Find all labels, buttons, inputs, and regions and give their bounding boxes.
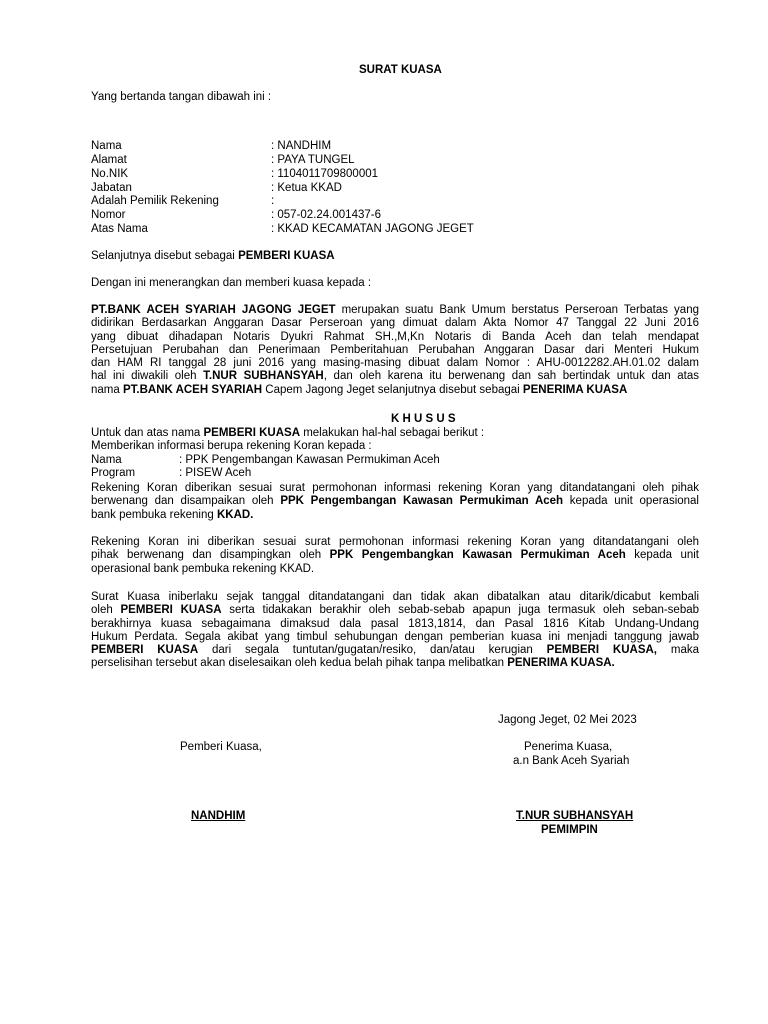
field-row-pemilik-rekening: [91, 195, 691, 209]
grantee-organization: a.n Bank Aceh Syariah: [513, 755, 630, 767]
validity-line-5-b: maka: [657, 644, 699, 657]
pemberi-kuasa-bold: PEMBERI KUASA: [120, 604, 222, 617]
representative-bold: T.NUR SUBHANSYAH: [203, 370, 324, 383]
grantee-role: Penerima Kuasa,: [524, 741, 613, 753]
koran2-line-2: [91, 549, 699, 562]
field-row-jabatan: [91, 182, 691, 196]
koran2-line-2-a: pihak berwenang dan disampingkan oleh: [91, 549, 330, 562]
validity-paragraph: [91, 591, 699, 671]
bank-line-4: Persetujuan Perubahan dan Penerimaan Pemberitahuan Perubahan Anggaran Dasar dari Menteri Hukum: [91, 343, 699, 356]
koran1-line-2-b: kepada unit operasional: [563, 495, 699, 508]
field-label: Atas Nama: [91, 223, 148, 235]
bank-short-bold: PT.BANK ACEH SYARIAH: [122, 383, 263, 396]
bank-line-7: [91, 384, 699, 397]
pemberi-kuasa-bold: PEMBERI KUASA: [91, 644, 199, 657]
grantor-role: Pemberi Kuasa,: [180, 741, 262, 753]
field-value: : PAYA TUNGEL: [271, 154, 355, 166]
field-row-nama: [91, 140, 691, 154]
bank-line-2: didirikan Berdasarkan Anggaran Dasar Perseroan yang dimuat dalam Akta Nomor 47 Tanggal 22 Juni 2016: [91, 317, 699, 330]
field-label: Alamat: [91, 154, 127, 166]
grantor-signatory-name: NANDHIM: [191, 810, 246, 822]
khusus-program-label: Program: [91, 466, 136, 479]
bank-line-7-a: nama: [91, 383, 123, 396]
validity-line-2: [91, 604, 699, 617]
validity-line-5-a: dari segala tuntutan/gugatan/resiko, dan/atau kerugian: [198, 644, 547, 657]
khusus-line-1-b: melakukan hal-hal sebagai berikut :: [300, 427, 485, 439]
bank-line-6: [91, 370, 699, 383]
field-value: :: [271, 195, 275, 207]
field-label: Adalah Pemilik Rekening: [91, 195, 219, 207]
grantee-designation-bold: PENERIMA KUASA: [522, 383, 628, 396]
khusus-line-2: Memberikan informasi berupa rekening Koran kepada :: [91, 440, 372, 453]
pemberi-kuasa-bold-2: PEMBERI KUASA,: [546, 644, 657, 657]
grantor-designation-bold: PEMBERI KUASA: [238, 250, 335, 262]
validity-line-6: [91, 657, 699, 670]
koran1-line-2-a: berwenang dan disampaikan oleh: [91, 495, 281, 508]
field-row-alamat: [91, 154, 691, 168]
bank-paragraph: [91, 304, 699, 397]
field-row-nik: [91, 168, 691, 182]
bank-line-1: [91, 304, 699, 317]
bank-name-bold: PT.BANK ACEH SYARIAH JAGONG JEGET: [91, 304, 336, 316]
ppk-bold: PPK Pengembangan Kawasan Permukiman Aceh: [280, 495, 564, 508]
bank-line-6-b: , dan oleh karena itu berwenang dan sah bertindak untuk dan atas: [323, 370, 699, 383]
bank-line-3: yang dibuat dihadapan Notaris Dyukri Rahmat SH.,M,Kn Notaris di Banda Aceh dan telah mendapat: [91, 330, 699, 343]
field-label: Jabatan: [91, 182, 132, 194]
validity-line-2-b: serta tidakakan berakhir oleh sebab-sebab apapun juga termasuk oleh seban-sebab: [221, 604, 700, 617]
ppk-bold: PPK Pengembangkan Kawasan Permukiman Aceh: [329, 549, 626, 562]
koran2-line-1: Rekening Koran ini diberikan sesuai surat permohonan informasi rekening Koran yang ditandatangani oleh: [91, 536, 699, 548]
bank-line-6-a: hal ini diwakili oleh: [91, 370, 204, 383]
khusus-nama-row: [91, 454, 699, 467]
koran2-line-3: operasional bank pembuka rekening KKAD.: [91, 562, 315, 575]
validity-line-6-a: perselisihan tersebut akan diselesaikan oleh kedua belah pihak tanpa melibatkan: [91, 657, 508, 670]
field-label: Nama: [91, 140, 122, 152]
koran2-line-2-b: kepada unit: [625, 549, 699, 562]
bank-line-1-text: merupakan suatu Bank Umum berstatus Perseroan Terbatas yang: [335, 304, 699, 316]
pemberi-kuasa-bold: PEMBERI KUASA: [203, 427, 300, 439]
khusus-heading: K H U S U S: [391, 413, 456, 425]
field-value: : NANDHIM: [271, 140, 332, 152]
khusus-line-1: [91, 427, 699, 440]
field-value: : 057-02.24.001437-6: [271, 209, 381, 221]
intro-line: Yang bertanda tangan dibawah ini :: [91, 91, 272, 103]
grantor-designation-text: Selanjutnya disebut sebagai: [91, 250, 239, 262]
field-value: : KKAD KECAMATAN JAGONG JEGET: [271, 223, 474, 235]
validity-line-4: Hukum Perdata. Segala akibat yang timbul sehubungan dengan pemberian kuasa ini menjadi tanggung jawab: [91, 630, 699, 643]
validity-line-3: berakhirnya kuasa sebagaimana dimaksud dala pasal 1813,1814, dan Pasal 1816 Kitab Undang-Undang: [91, 617, 699, 630]
grantee-signatory-title: PEMIMPIN: [541, 824, 598, 836]
document-title: SURAT KUASA: [359, 64, 442, 76]
validity-line-2-a: oleh: [91, 604, 121, 617]
koran1-line-3-a: bank pembuka rekening: [91, 508, 217, 521]
bank-line-5: dan HAM RI tanggal 28 juni 2016 yang masing-masing dibuat dalam Nomor : AHU-0012282.AH.01.02 dalam: [91, 357, 699, 370]
place-date: Jagong Jeget, 02 Mei 2023: [498, 714, 637, 726]
bank-line-7-b: Capem Jagong Jeget selanjutnya disebut sebagai: [262, 383, 523, 396]
khusus-program-value: : PISEW Aceh: [179, 466, 252, 479]
field-row-nomor: [91, 209, 691, 223]
koran1-line-2: [91, 495, 699, 508]
koran1-line-1: Rekening Koran diberikan sesuai surat permohonan informasi rekening Koran yang ditandatangani oleh pihak: [91, 482, 699, 494]
koran1-line-3: [91, 509, 699, 522]
field-row-atas-nama: [91, 223, 691, 237]
validity-line-1: Surat Kuasa iniberlaku sejak tanggal ditandatangani dan tidak akan dibatalkan atau ditarik/dicabut kembali: [91, 591, 699, 603]
declaration-line: Dengan ini menerangkan dan memberi kuasa kepada :: [91, 277, 372, 289]
field-value: : 1104011709800001: [271, 168, 379, 180]
khusus-section: [91, 427, 699, 480]
field-label: Nomor: [91, 209, 126, 221]
field-value: : Ketua KKAD: [271, 182, 342, 194]
kkad-bold: KKAD.: [216, 508, 254, 521]
validity-line-5: [91, 644, 699, 657]
khusus-line-1-a: Untuk dan atas nama: [91, 427, 204, 439]
penerima-kuasa-bold: PENERIMA KUASA.: [507, 657, 615, 670]
field-label: No.NIK: [91, 168, 129, 180]
grantor-designation: [91, 250, 335, 263]
khusus-nama-value: : PPK Pengembangan Kawasan Permukiman Aceh: [179, 453, 440, 466]
koran-paragraph-2: [91, 536, 699, 576]
grantee-signatory-name: T.NUR SUBHANSYAH: [516, 810, 634, 822]
khusus-nama-label: Nama: [91, 453, 122, 466]
koran-paragraph-1: [91, 482, 699, 522]
khusus-program-row: [91, 467, 699, 480]
